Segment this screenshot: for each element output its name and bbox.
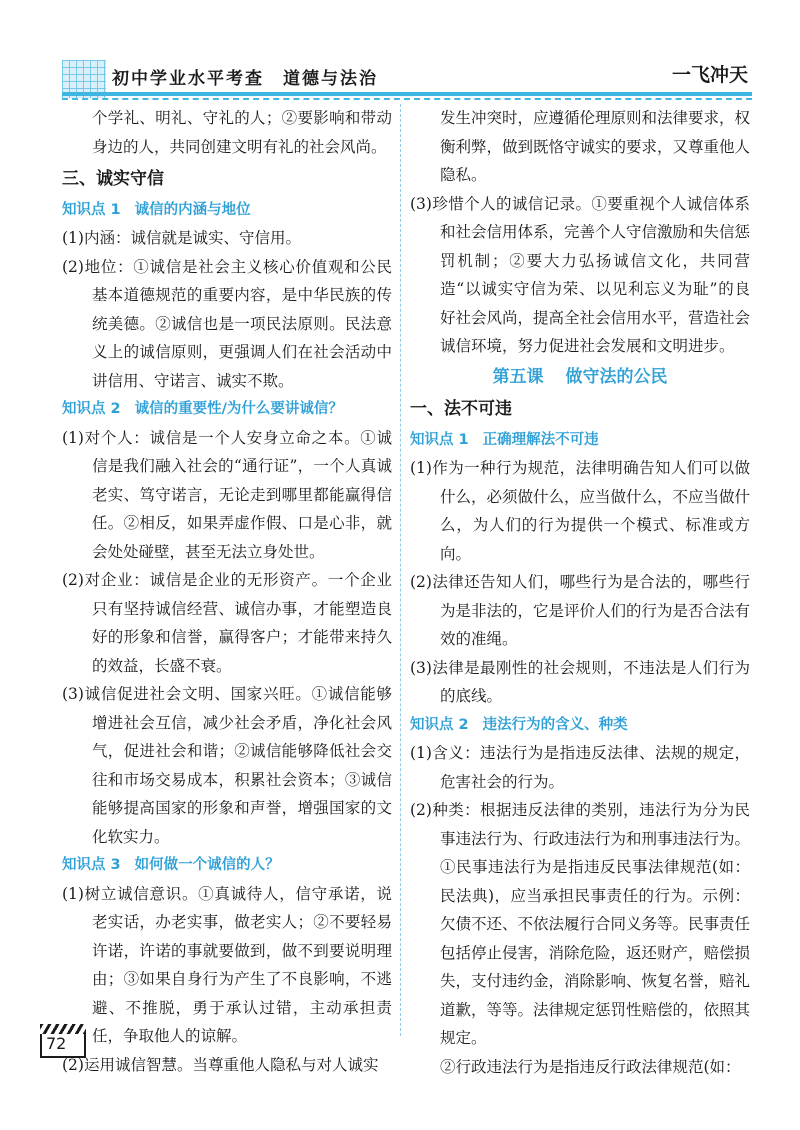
list-item: (1)内涵：诚信就是诚实、守信用。 [62, 229, 301, 247]
list-item: (2)地位：①诚信是社会主义核心价值观和公民基本道德规范的重要内容，是中华民族的传统美德。②诚信也是一项民法原则。民法意义上的诚信原则，更强调人们在社会活动中讲信用、守诺言、诚实不欺。 [62, 257, 392, 390]
paragraph: 个学礼、明礼、守礼的人；②要影响和带动身边的人，共同创建文明有礼的社会风尚。 [92, 109, 392, 156]
left-column [62, 104, 392, 1079]
kp-title: 违法行为的含义、种类 [482, 716, 628, 733]
kp-label: 知识点 2 [62, 401, 121, 417]
list-item: (2)种类：根据违反法律的类别，违法行为分为民事违法行为、行政违法行为和刑事违法行为。 [410, 801, 751, 848]
sub-item: ①民事违法行为是指违反民事法律规范(如：民法典)，应当承担民事责任的行为。示例：欠债不还、不依法履行合同义务等。民事责任包括停止侵害，消除危险，返还财产，赔偿损失，支付违约金，消除影响、恢复名誉，赔礼道歉，等等。法律规定惩罚性赔偿的，依照其规定。 [440, 858, 751, 1047]
list-item: (1)树立诚信意识。①真诚待人，信守承诺，说老实话，办老实事，做老实人；②不要轻易许诺，许诺的事就要做到，做不到要说明理由；③如果自身行为产生了不良影响，不逃避、不推脱，勇于承认过错，主动承担责任，争取他人的谅解。 [62, 884, 392, 1045]
lesson-number: 第五课 [492, 366, 544, 387]
kp-title: 诚信的重要性/为什么要讲诚信？ [134, 401, 343, 417]
kp-label: 知识点 1 [62, 201, 121, 218]
column-divider [400, 104, 401, 1036]
kp-title: 正确理解法不可违 [482, 431, 599, 448]
kp-label: 知识点 1 [410, 431, 469, 448]
knowledge-point-heading [410, 711, 750, 740]
header-dashed-rule [62, 98, 752, 100]
list-item: (1)含义：违法行为是指违反法律、法规的规定，危害社会的行为。 [410, 744, 750, 791]
right-column [410, 104, 750, 1081]
list-item: (2)对企业：诚信是企业的无形资产。一个企业只有坚持诚信经营、诚信办事，才能塑造良好的形象和信誉，赢得客户；才能带来持久的效益，长盛不衰。 [62, 571, 392, 675]
sub-item: ②行政违法行为是指违反行政法律规范(如： [440, 1057, 741, 1076]
knowledge-point-heading [62, 395, 392, 424]
lesson-name: 做守法的公民 [565, 366, 668, 387]
kp-label: 知识点 2 [410, 716, 469, 733]
header-brand: 一飞冲天 [671, 64, 748, 86]
paragraph: 发生冲突时，应遵循伦理原则和法律要求，权衡利弊，做到既恪守诚实的要求，又尊重他人隐私。 [440, 109, 751, 184]
page-number: 72 [46, 1034, 67, 1053]
knowledge-point-heading [62, 196, 392, 225]
header-title: 初中学业水平考查 道德与法治 [112, 69, 378, 89]
section-heading: 一、法不可违 [410, 399, 512, 419]
page-header [0, 60, 800, 100]
kp-title: 如何做一个诚信的人？ [134, 857, 280, 873]
section-heading: 三、诚实守信 [62, 169, 164, 189]
header-rule [62, 92, 752, 96]
kp-title: 诚信的内涵与地位 [134, 201, 251, 218]
knowledge-point-heading [410, 426, 750, 455]
list-item: (3)法律是最刚性的社会规则，不违法是人们行为的底线。 [410, 658, 750, 705]
list-item: (2)运用诚信智慧。当尊重他人隐私与对人诚实 [62, 1055, 379, 1074]
list-item: (3)珍惜个人的诚信记录。①要重视个人诚信体系和社会信用体系，完善个人守信激励和失信惩罚机制；②要大力弘扬诚信文化，共同营造“以诚实守信为荣、以见利忘义为耻”的良好社会风尚，提高全社会信用水平，营造社会诚信环境，努力促进社会发展和文明进步。 [410, 194, 751, 355]
knowledge-point-heading [62, 851, 392, 880]
list-item: (3)诚信促进社会文明、国家兴旺。①诚信能够增进社会互信，减少社会矛盾，净化社会风气，促进社会和谐；②诚信能够降低社会交往和市场交易成本，积累社会资本；③诚信能够提高国家的形象和声誉，增强国家的文化软实力。 [62, 685, 392, 846]
list-item: (1)作为一种行为规范，法律明确告知人们可以做什么，必须做什么，应当做什么，不应当做什么，为人们的行为提供一个模式、标准或方向。 [410, 459, 751, 563]
list-item: (2)法律还告知人们，哪些行为是合法的，哪些行为是非法的，它是评价人们的行为是否合法有效的准绳。 [410, 573, 751, 648]
kp-label: 知识点 3 [62, 857, 121, 873]
page-number-badge [36, 1024, 94, 1062]
list-item: (1)对个人：诚信是一个人安身立命之本。①诚信是我们融入社会的“通行证”，一个人真诚老实、笃守诺言，无论走到哪里都能赢得信任。②相反，如果弄虚作假、口是心非，就会处处碰壁，甚至无法立身处世。 [62, 428, 392, 561]
lesson-title [410, 363, 750, 392]
clapper-stripe-decoration [40, 1024, 86, 1034]
